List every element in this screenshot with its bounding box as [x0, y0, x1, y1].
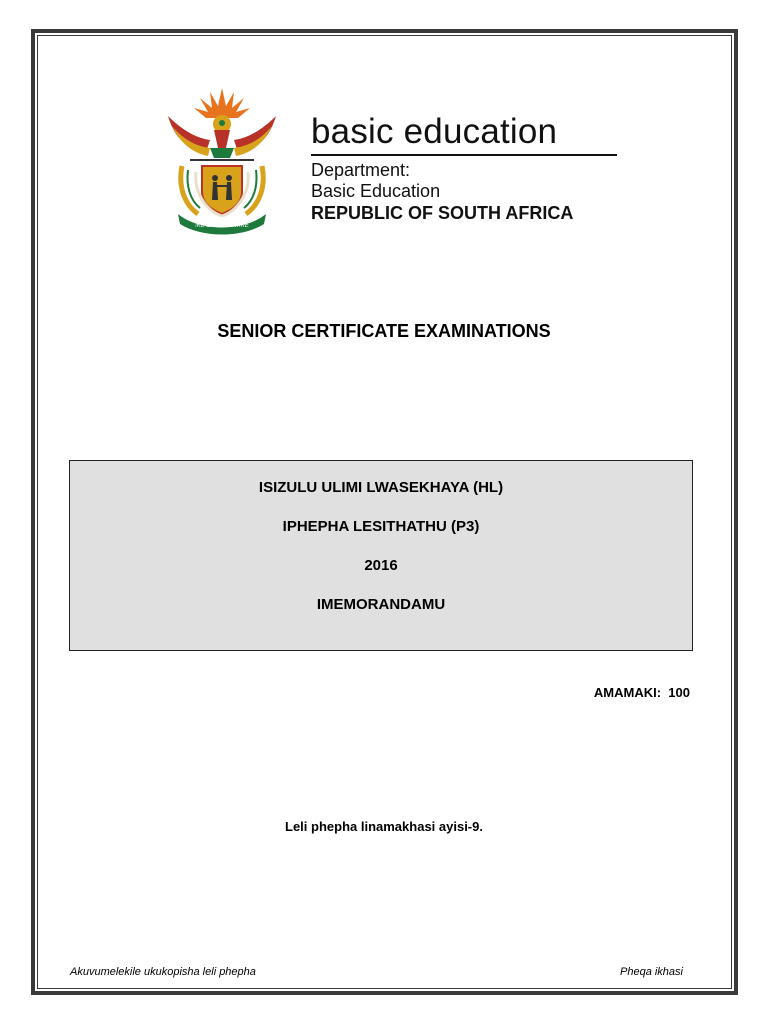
paper-number: IPHEPHA LESITHATHU (P3) — [282, 518, 480, 535]
secretary-bird-icon — [213, 115, 231, 148]
coat-of-arms-logo — [160, 86, 284, 236]
turn-over-note: Pheqa ikhasi — [620, 966, 683, 978]
department-label: Department: — [311, 160, 411, 180]
protea-icon — [210, 148, 234, 158]
exam-year: 2016 — [364, 557, 398, 574]
page-count-note: Leli phepha linamakhasi ayisi-9. — [285, 819, 483, 834]
copyright-notice: Akuvumelekile ukukopisha leli phepha — [70, 966, 256, 978]
subject-name: ISIZULU ULIMI LWASEKHAYA (HL) — [258, 479, 504, 496]
department-name: Basic Education — [311, 181, 441, 201]
department-branding — [311, 112, 617, 224]
motto-text: !KE E: /XARRA //KE — [195, 223, 249, 229]
brand-title: basic education — [311, 112, 617, 156]
country-name: REPUBLIC OF SOUTH AFRICA — [311, 203, 574, 223]
paper-info-box — [69, 460, 693, 651]
sun-icon — [194, 88, 250, 118]
document-type: IMEMORANDAMU — [316, 596, 446, 613]
total-marks: AMAMAKI: 100 — [593, 685, 690, 700]
motto-ribbon — [178, 214, 266, 235]
exam-title: SENIOR CERTIFICATE EXAMINATIONS — [217, 321, 551, 341]
